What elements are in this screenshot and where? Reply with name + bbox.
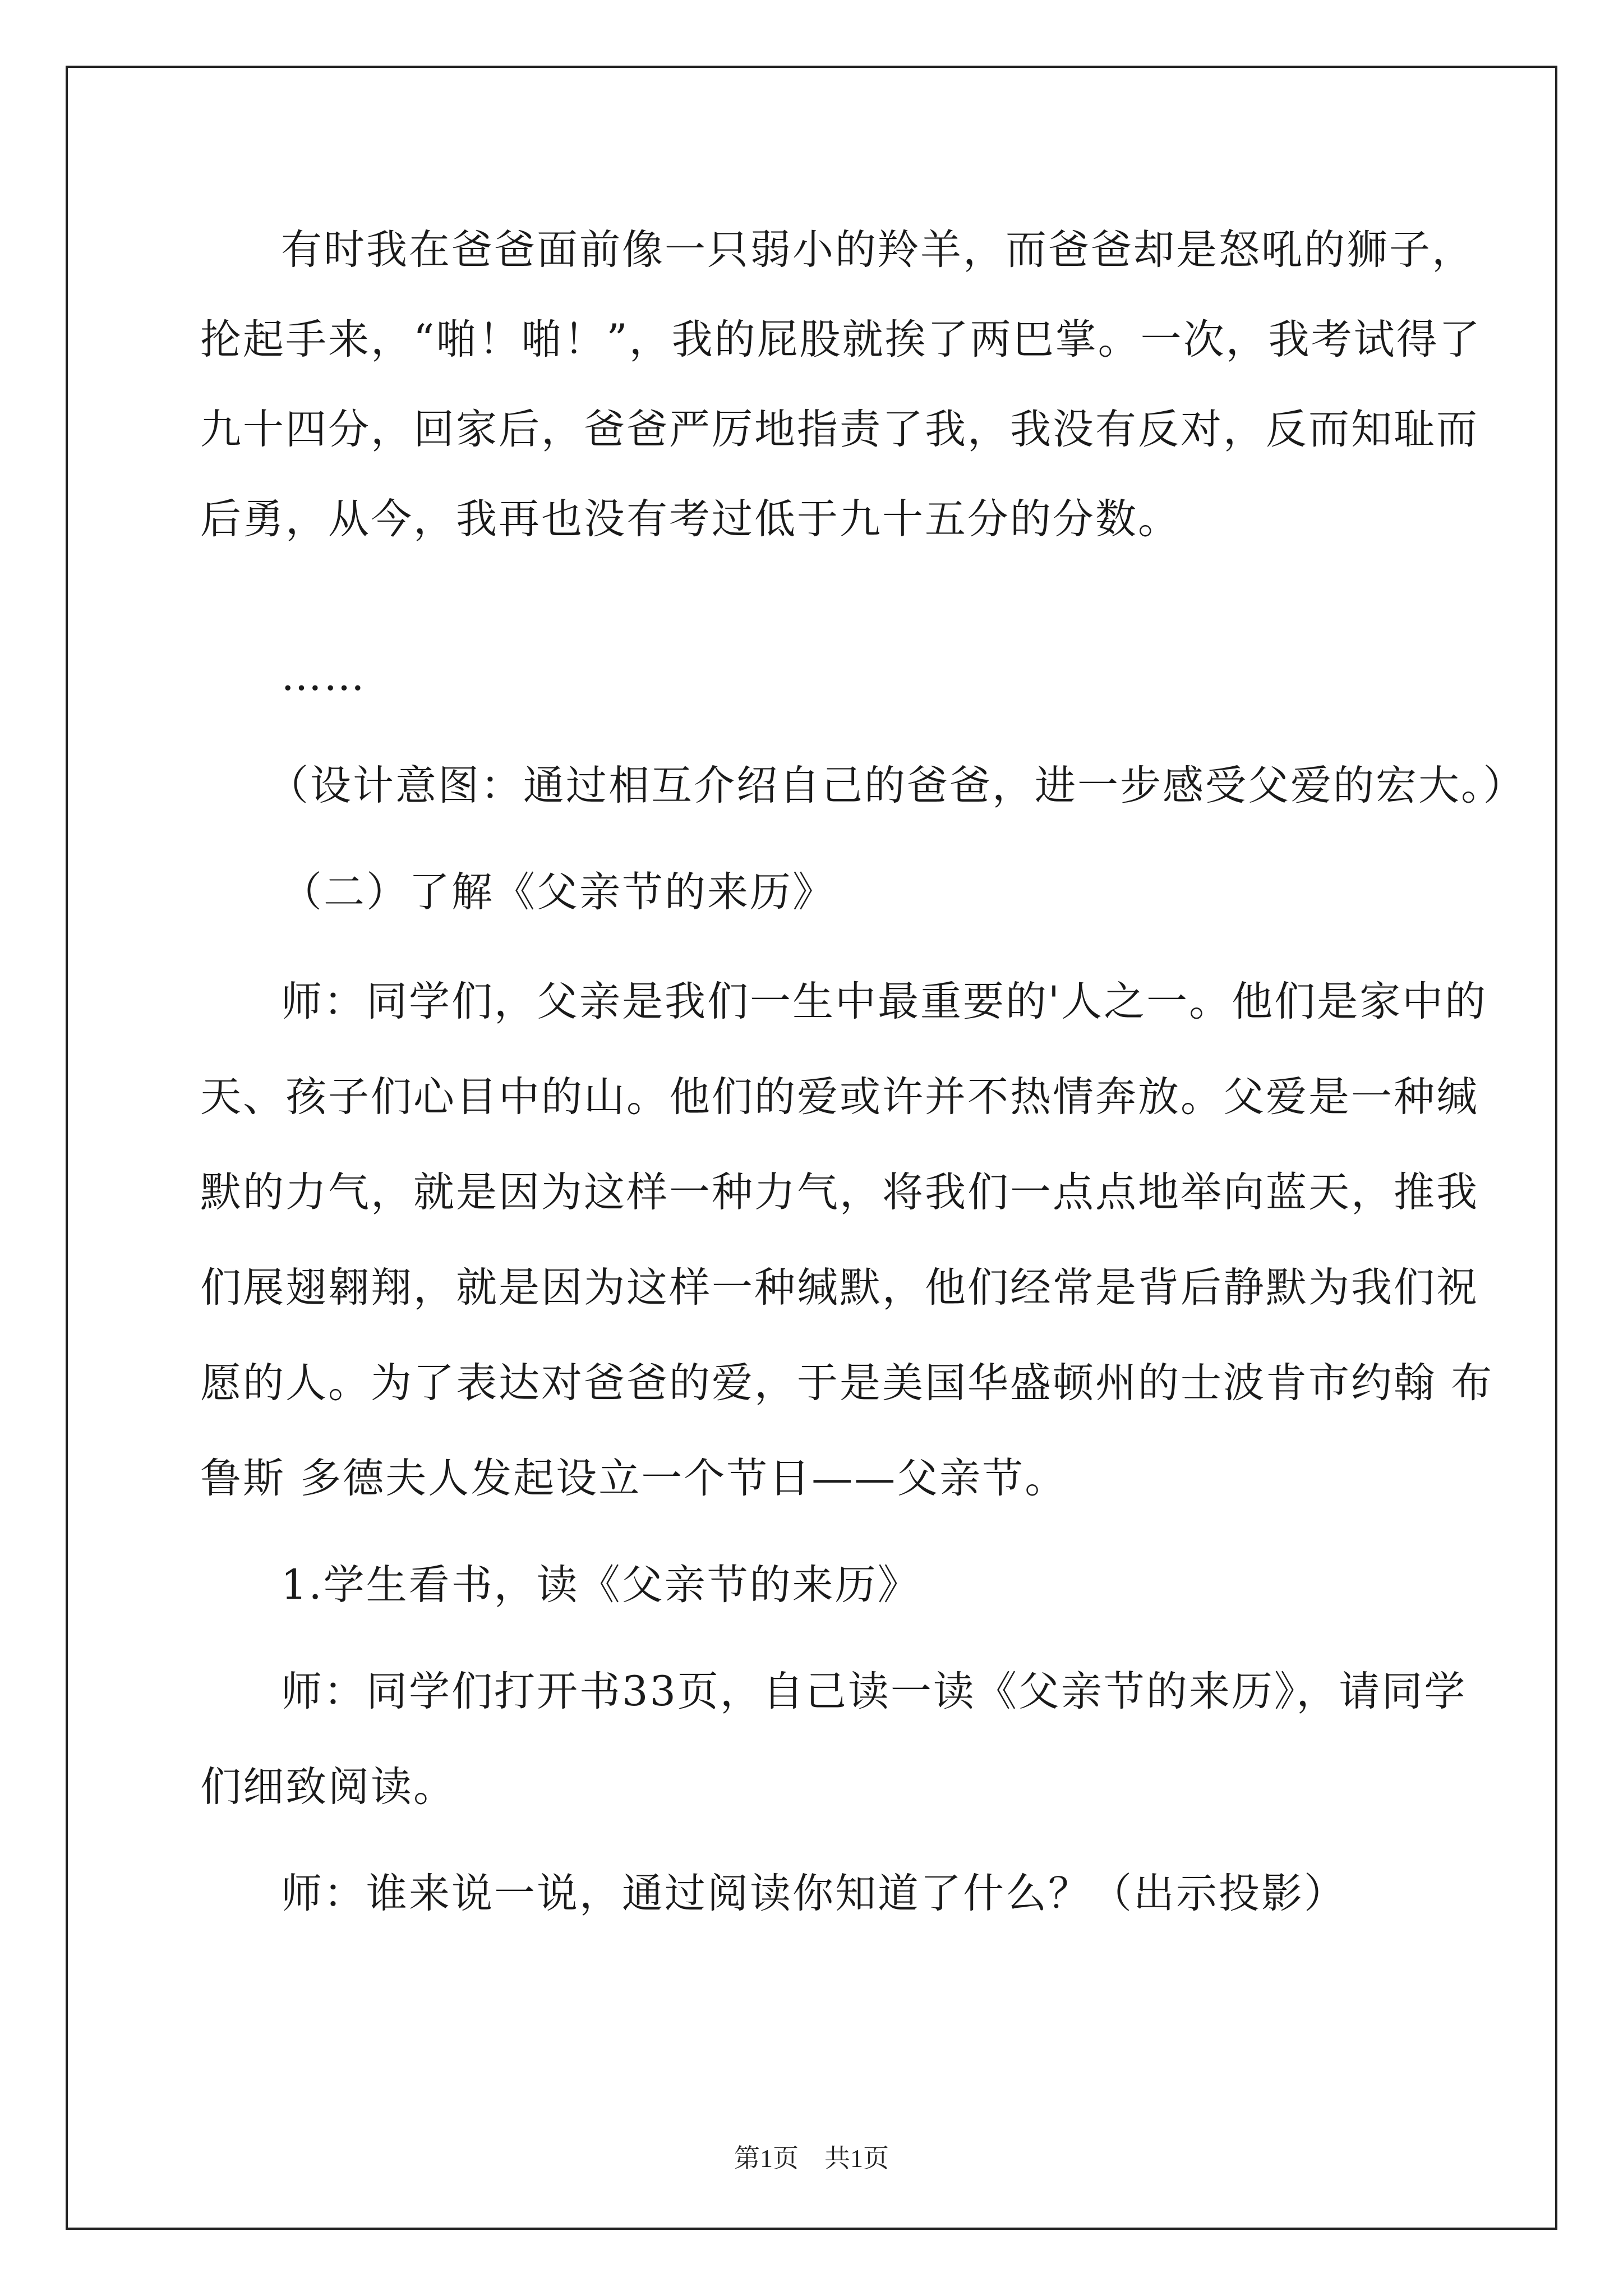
text-line: 师：谁来说一说，通过阅读你知道了什么？（出示投影） (281, 1870, 1347, 1917)
text-line: 们细致阅读。 (200, 1763, 456, 1811)
text-line: 们展翅翱翔，就是因为这样一种缄默，他们经常是背后静默为我们祝 (200, 1264, 1479, 1312)
text-line: 默的力气，就是因为这样一种力气，将我们一点点地举向蓝天，推我 (200, 1168, 1479, 1216)
text-line: 师：同学们打开书33页，自己读一读《父亲节的来历》，请同学 (281, 1668, 1467, 1715)
numbered-step: 1.学生看书，读《父亲节的来历》 (281, 1561, 920, 1609)
text-line: 抡起手来，“啪！啪！”，我的屁股就挨了两巴掌。一次，我考试得了 (200, 316, 1482, 364)
text-line: 师：同学们，父亲是我们一生中最重要的'人之一。他们是家中的 (281, 978, 1488, 1025)
design-intent-note: （设计意图：通过相互介绍自己的爸爸，进一步感受父爱的宏大。） (268, 762, 1526, 809)
text-line: 天、孩子们心目中的山。他们的爱或许并不热情奔放。父爱是一种缄 (200, 1073, 1479, 1121)
ellipsis-line: …… (281, 652, 366, 700)
text-line: 愿的人。为了表达对爸爸的爱，于是美国华盛顿州的士波肯市约翰 布 (200, 1359, 1494, 1407)
text-line: 九十四分，回家后，爸爸严厉地指责了我，我没有反对，反而知耻而 (200, 406, 1479, 453)
section-heading: （二）了解《父亲节的来历》 (281, 868, 835, 916)
text-line: 有时我在爸爸面前像一只弱小的羚羊，而爸爸却是怒吼的狮子， (281, 226, 1474, 274)
text-line: 后勇，从今，我再也没有考过低于九十五分的分数。 (200, 495, 1181, 543)
page-number-footer: 第1页 共1页 (734, 2144, 889, 2173)
text-line: 鲁斯 多德夫人发起设立一个节日——父亲节。 (200, 1455, 1068, 1502)
